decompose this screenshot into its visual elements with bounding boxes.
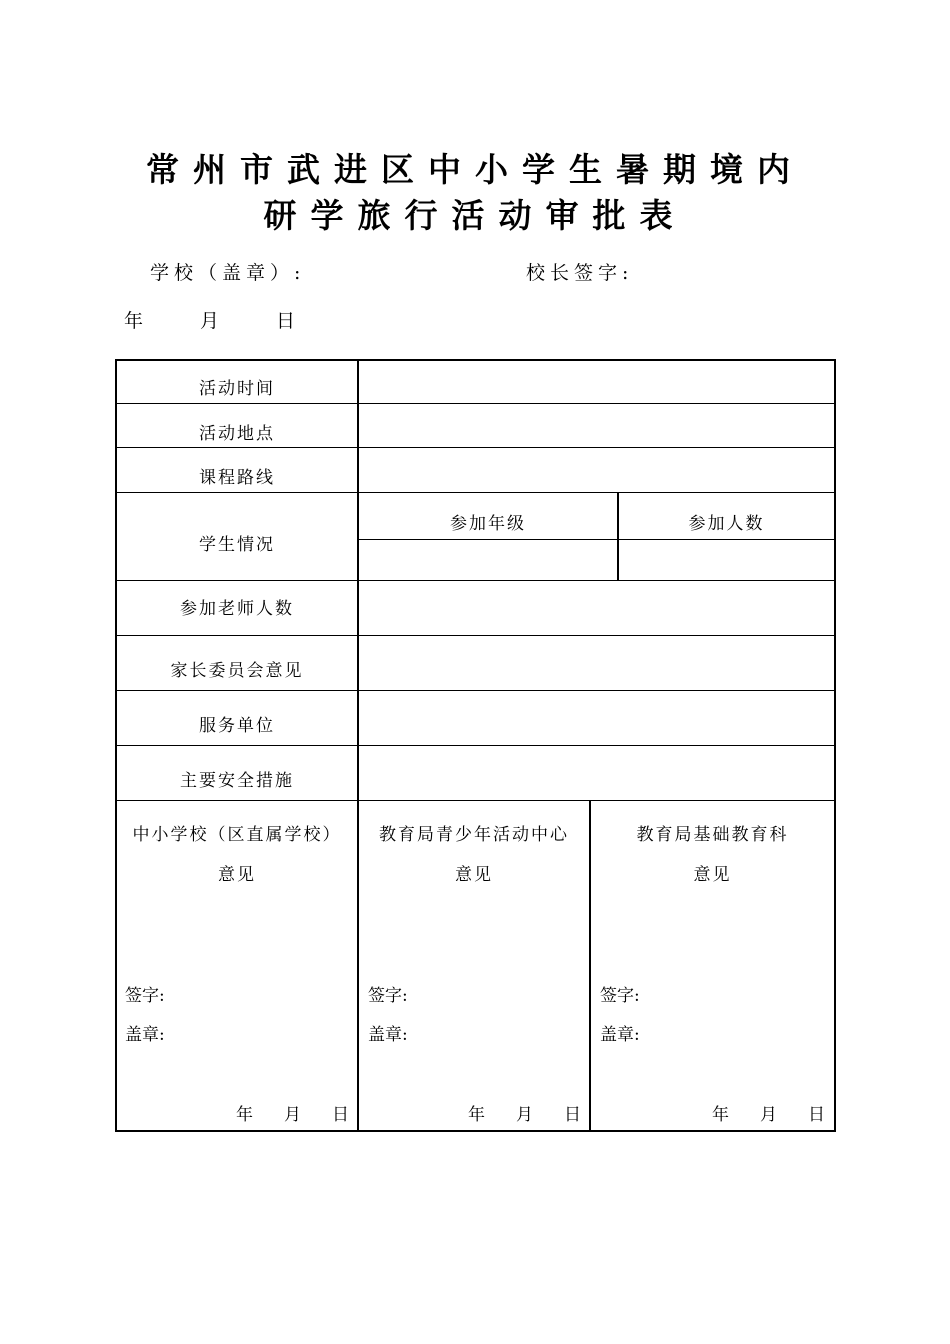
table-border-bottom — [115, 1130, 836, 1132]
date-day-label: 日 — [276, 310, 296, 332]
opinion-basic-edu-sign: 签字: — [600, 986, 640, 1006]
principal-sign-label: 校长签字: — [526, 262, 634, 284]
row-divider — [115, 492, 836, 493]
label-parent-committee: 家长委员会意见 — [170, 661, 304, 681]
date-month-label: 月 — [200, 310, 220, 332]
value-activity-location[interactable] — [359, 404, 834, 447]
opinion-youth-center-dept: 教育局青少年活动中心 — [379, 825, 569, 845]
opinion-school-year: 年 — [236, 1105, 253, 1125]
opinion-youth-center-year: 年 — [468, 1105, 485, 1125]
opinion-school-month: 月 — [284, 1105, 301, 1125]
opinion-column-divider — [589, 800, 591, 1131]
opinion-youth-center-month: 月 — [516, 1105, 533, 1125]
opinion-youth-center-sign: 签字: — [368, 986, 408, 1006]
opinion-basic-edu-dept: 教育局基础教育科 — [636, 825, 789, 845]
opinion-youth-center-day: 日 — [564, 1105, 581, 1125]
form-title-line-2: 研学旅行活动审批表 — [263, 196, 687, 235]
form-title-line-1: 常州市武进区中小学生暑期境内 — [146, 150, 804, 189]
opinion-school-day: 日 — [332, 1105, 349, 1125]
value-service-unit[interactable] — [359, 691, 834, 745]
opinion-basic-edu-year: 年 — [712, 1105, 729, 1125]
opinion-school-stamp: 盖章: — [125, 1025, 165, 1045]
school-stamp-label: 学校（盖章）: — [150, 262, 306, 284]
label-student-info: 学生情况 — [199, 535, 275, 555]
value-course-route[interactable] — [359, 448, 834, 492]
date-year-label: 年 — [124, 310, 144, 332]
opinion-basic-edu-stamp: 盖章: — [600, 1025, 640, 1045]
opinion-basic-edu-suffix: 意见 — [693, 865, 732, 885]
label-activity-time: 活动时间 — [199, 379, 275, 399]
opinion-youth-center-suffix: 意见 — [455, 865, 493, 885]
label-service-unit: 服务单位 — [199, 716, 275, 736]
value-student-count[interactable] — [619, 540, 834, 580]
label-teacher-count: 参加老师人数 — [180, 599, 294, 619]
value-parent-committee[interactable] — [359, 636, 834, 690]
opinion-school-dept: 中小学校（区直属学校） — [132, 825, 342, 845]
value-grade[interactable] — [359, 540, 617, 580]
subheader-student-count: 参加人数 — [688, 514, 765, 534]
opinion-basic-edu-day: 日 — [808, 1105, 825, 1125]
label-safety-measures: 主要安全措施 — [180, 771, 294, 791]
opinion-youth-center-stamp: 盖章: — [368, 1025, 408, 1045]
opinion-basic-edu-month: 月 — [760, 1105, 777, 1125]
opinion-school-suffix: 意见 — [218, 865, 256, 885]
row-divider — [115, 800, 836, 801]
value-teacher-count[interactable] — [359, 581, 834, 635]
label-course-route: 课程路线 — [199, 468, 275, 488]
value-safety-measures[interactable] — [359, 746, 834, 800]
subheader-grade: 参加年级 — [450, 514, 526, 534]
value-activity-time[interactable] — [359, 361, 834, 403]
opinion-school-sign: 签字: — [125, 986, 165, 1006]
label-activity-location: 活动地点 — [199, 424, 275, 444]
